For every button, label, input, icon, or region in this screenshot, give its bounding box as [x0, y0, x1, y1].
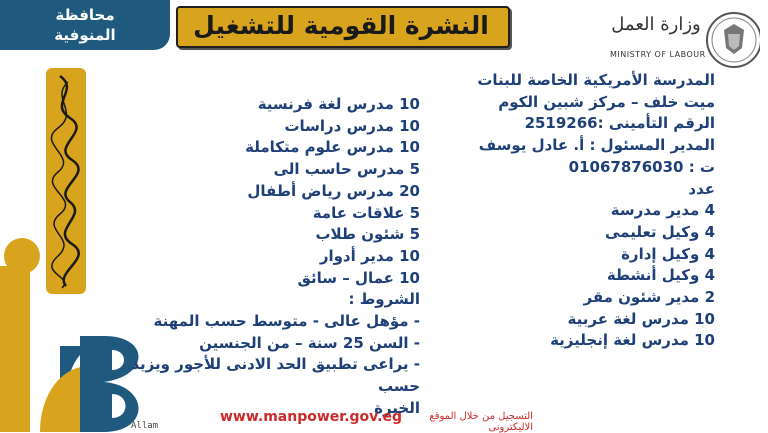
job-item: 10 مدرس لغة عربية: [567, 309, 715, 328]
condition-item: - السن 25 سنة – من الجنسين: [199, 333, 420, 352]
employer-line: المدرسة الأمريكية الخاصة للبنات: [477, 71, 715, 89]
job-item: 20 مدرس رياض أطفال: [247, 181, 420, 200]
employer-line: ت : 01067876030: [568, 157, 715, 176]
registration-note: التسجيل من خلال الموقع الاليكترونى: [429, 411, 533, 433]
job-item: 5 مدرس حاسب الى: [273, 160, 420, 179]
jobs-conditions-column: [100, 94, 420, 420]
employer-line: المدير المسئول : أ. عادل يوسف: [478, 136, 715, 155]
employer-line: الرقم التأمينى :2519266: [524, 114, 715, 133]
conditions-heading: الشروط :: [348, 290, 420, 309]
job-item: 2 مدير شئون مقر: [583, 288, 715, 307]
governorate-name: المنوفية: [54, 26, 116, 44]
job-item: 5 علاقات عامة: [312, 203, 420, 222]
employer-jobs-column: [440, 70, 715, 352]
condition-item: - يراعى تطبيق الحد الادنى للأجور ويزيد حسب: [131, 355, 420, 396]
job-item: 10 مدرس لغة إنجليزية: [550, 331, 715, 350]
job-item: 4 مدير مدرسة: [610, 201, 715, 220]
author-credit: Allam: [131, 421, 159, 431]
job-item: 5 شئون طلاب: [315, 225, 420, 244]
ministry-name-english: MINISTRY OF LABOUR: [610, 50, 706, 59]
job-item: 4 وكيل أنشطة: [606, 266, 715, 285]
employer-line: ميت خلف – مركز شبين الكوم: [498, 92, 715, 111]
employer-line: عدد: [688, 179, 715, 198]
job-item: 10 عمال – سائق: [297, 268, 420, 287]
job-item: 4 وكيل تعليمى: [604, 222, 715, 241]
registration-url[interactable]: www.manpower.gov.eg: [220, 409, 402, 425]
condition-item: - مؤهل عالى - متوسط حسب المهنة: [153, 312, 420, 331]
page-title: النشرة القومية للتشغيل: [193, 10, 489, 40]
governorate-badge: [0, 0, 170, 50]
job-item: 10 مدرس دراسات: [284, 116, 420, 135]
ministry-name-arabic: وزارة العمل: [611, 14, 701, 35]
governorate-label: محافظة: [55, 6, 115, 24]
job-item: 10 مدير أدوار: [319, 246, 420, 265]
condition-item: الخبرة: [374, 398, 420, 417]
job-item: 10 مدرس لغة فرنسية: [257, 95, 420, 113]
job-item: 10 مدرس علوم متكاملة: [245, 138, 420, 157]
job-item: 4 وكيل إدارة: [621, 244, 715, 263]
